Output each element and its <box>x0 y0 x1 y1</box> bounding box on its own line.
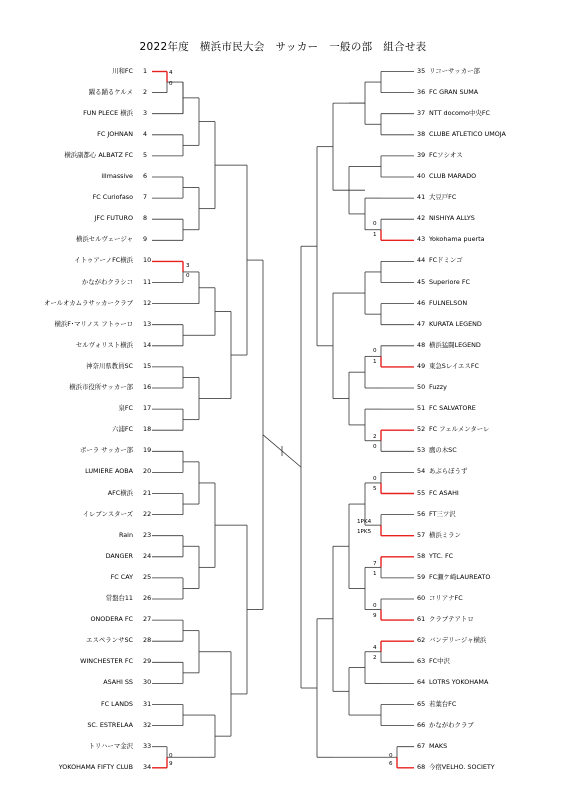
team-name-right: クラブテアトロ <box>429 615 474 624</box>
team-number-right: 38 <box>417 129 426 138</box>
match-score: 5 <box>373 486 377 492</box>
team-number-left: 3 <box>143 108 148 117</box>
team-number-right: 37 <box>417 108 426 117</box>
team-number-left: 32 <box>143 720 152 729</box>
team-name-left: 泉FC <box>118 404 133 413</box>
team-name-right: FC GRAN SUMA <box>429 87 479 96</box>
team-number-left: 22 <box>143 509 152 518</box>
team-number-right: 65 <box>417 699 426 708</box>
team-name-left: SC. ESTRELAA <box>87 720 133 729</box>
team-name-left: 神奈川県教員SC <box>86 361 133 370</box>
team-number-left: 2 <box>143 87 148 96</box>
team-number-left: 34 <box>143 762 152 771</box>
team-number-right: 68 <box>417 762 426 771</box>
team-name-right: コリアナFC <box>429 594 463 602</box>
team-name-left: かながわクラシコ <box>81 277 133 286</box>
team-name-left: FC CAY <box>110 572 133 581</box>
team-number-right: 44 <box>417 256 426 265</box>
team-name-right: FC瀬ケ崎LAUREATO <box>429 572 491 581</box>
match-score: 0 <box>373 221 377 227</box>
team-name-right: 大豆戸FC <box>429 193 457 202</box>
team-number-left: 14 <box>143 340 152 349</box>
match-score: 0 <box>373 348 377 354</box>
team-name-right: FC SALVATORE <box>429 404 476 413</box>
team-number-right: 58 <box>417 551 426 560</box>
team-name-right: FC中沢 <box>429 657 450 666</box>
team-name-left: ボーラ サッカー部 <box>79 446 133 455</box>
match-score: 0 <box>389 753 393 759</box>
team-name-right: Superiore FC <box>429 277 470 286</box>
team-name-right: NTT docomo中央FC <box>429 108 490 117</box>
match-score: 0 <box>169 81 173 87</box>
team-number-right: 64 <box>417 678 426 687</box>
match-score: 6 <box>389 761 393 767</box>
team-number-left: 29 <box>143 657 152 666</box>
team-name-left: LUMIERE AOBA <box>85 467 133 476</box>
team-number-right: 54 <box>417 467 426 476</box>
team-name-right: KURATA LEGEND <box>429 319 482 328</box>
team-number-right: 67 <box>417 741 426 750</box>
match-score: 0 <box>373 476 377 482</box>
team-name-right: MAKS <box>429 741 448 750</box>
team-name-left: WINCHESTER FC <box>80 657 133 666</box>
team-name-left: FC LANDS <box>100 699 133 708</box>
team-name-right: YTC. FC <box>429 551 454 560</box>
team-number-right: 51 <box>417 404 426 413</box>
team-number-left: 4 <box>143 129 148 138</box>
team-number-left: 19 <box>143 446 152 455</box>
team-number-right: 42 <box>417 214 426 223</box>
match-score: 0 <box>169 753 173 759</box>
team-name-right: FCソシオス <box>429 150 463 159</box>
team-number-left: 12 <box>143 298 152 307</box>
team-name-left: セルヴォリスト横浜 <box>75 340 133 349</box>
team-name-right: FT三ツ沢 <box>429 509 456 518</box>
team-number-right: 55 <box>417 488 426 497</box>
team-number-left: 1 <box>143 66 148 75</box>
team-number-right: 66 <box>417 720 426 729</box>
match-score: 2 <box>373 434 377 440</box>
team-name-right: CLUBE ATLETICO UMOJA <box>429 129 506 138</box>
team-number-left: 33 <box>143 741 152 750</box>
team-name-right: NISHIYA ALLYS <box>429 214 475 223</box>
team-name-left: FC Curiofaso <box>92 193 133 202</box>
team-name-right: 横浜猛闘LEGEND <box>429 340 481 349</box>
team-name-left: JFC FUTURO <box>94 214 133 223</box>
team-name-left: トリハーマ金沢 <box>88 741 133 750</box>
team-number-right: 41 <box>417 193 426 202</box>
team-name-right: 横浜ミラン <box>429 530 461 539</box>
team-number-right: 59 <box>417 572 426 581</box>
team-number-left: 11 <box>143 277 152 286</box>
team-number-left: 6 <box>143 172 148 180</box>
team-number-left: 20 <box>143 467 152 476</box>
team-name-left: ONODERA FC <box>90 615 133 624</box>
match-score: 0 <box>373 603 377 609</box>
match-score: 9 <box>169 761 173 767</box>
team-name-left: YOKOHAMA FIFTY CLUB <box>58 762 133 771</box>
team-number-left: 10 <box>143 256 152 265</box>
team-name-right: リコーサッカー部 <box>429 66 480 75</box>
team-number-left: 26 <box>143 594 152 602</box>
team-number-right: 56 <box>417 509 426 518</box>
team-name-left: DANGER <box>105 551 133 560</box>
team-name-right: 東急SレイエスFC <box>429 361 479 370</box>
match-score: 1PK5 <box>357 529 372 535</box>
team-name-right: バンデリージャ横浜 <box>429 636 487 645</box>
team-number-right: 36 <box>417 87 426 96</box>
team-name-left: ASAHI SS <box>103 678 133 687</box>
team-name-right: FCドミンゴ <box>429 256 463 265</box>
match-score: 0 <box>373 444 377 450</box>
team-number-left: 24 <box>143 551 152 560</box>
team-number-right: 60 <box>417 594 426 602</box>
team-number-right: 53 <box>417 446 426 455</box>
team-name-left: 六浦FC <box>112 425 133 434</box>
team-number-left: 21 <box>143 488 152 497</box>
team-name-left: 横浜市役所サッカー部 <box>69 383 133 391</box>
team-name-left: 常盤台11 <box>105 594 133 602</box>
team-number-right: 49 <box>417 361 426 370</box>
team-number-right: 39 <box>417 150 426 159</box>
team-number-left: 5 <box>143 150 148 159</box>
team-name-left: Rain <box>118 530 133 539</box>
team-name-left: 横浜副都心 ALBATZ FC <box>64 150 133 159</box>
team-number-left: 8 <box>143 214 148 223</box>
team-name-right: Yokohama puerta <box>429 235 485 244</box>
team-name-left: 川和FC <box>112 66 133 75</box>
match-score: 1PK4 <box>357 519 372 525</box>
team-name-left: オールオカムラサッカークラブ <box>43 298 133 307</box>
team-number-left: 28 <box>143 636 152 645</box>
team-number-right: 43 <box>417 235 426 244</box>
team-number-right: 62 <box>417 636 426 645</box>
match-score: 1 <box>373 232 377 238</box>
team-number-left: 13 <box>143 319 152 328</box>
team-name-left: イトゥアーノFC横浜 <box>74 256 133 265</box>
team-number-right: 46 <box>417 298 426 307</box>
team-name-left: エスペランサSC <box>86 636 133 645</box>
match-score: 9 <box>373 613 377 619</box>
page-title: 2022年度 横浜市民大会 サッカー 一般の部 組合せ表 <box>139 41 427 53</box>
team-number-right: 40 <box>417 172 426 180</box>
match-score: 4 <box>169 70 173 76</box>
team-name-left: 横浜F･マリノス フトゥーロ <box>54 319 133 328</box>
team-name-right: 若葉台FC <box>429 699 457 708</box>
team-name-left: illmassive <box>101 172 133 180</box>
team-number-right: 35 <box>417 66 426 75</box>
team-number-left: 31 <box>143 699 152 708</box>
team-number-left: 7 <box>143 193 148 202</box>
team-number-right: 45 <box>417 277 426 286</box>
match-score: 3 <box>186 263 190 269</box>
team-name-left: 躍る踊るケルメ <box>88 87 133 96</box>
team-number-left: 27 <box>143 615 152 624</box>
team-number-right: 50 <box>417 383 426 391</box>
team-number-right: 63 <box>417 657 426 666</box>
team-name-right: Fuzzy <box>429 383 447 391</box>
team-number-right: 47 <box>417 319 426 328</box>
team-name-right: あぶらぼうず <box>429 467 468 476</box>
match-score: 1 <box>373 359 377 365</box>
match-score: 1 <box>373 571 377 577</box>
team-number-left: 17 <box>143 404 152 413</box>
team-number-left: 18 <box>143 425 152 434</box>
team-name-left: 横浜セルヴェージャ <box>75 235 133 244</box>
team-number-left: 25 <box>143 572 152 581</box>
team-name-right: 今宿VELHO. SOCIETY <box>429 762 495 771</box>
team-number-left: 9 <box>143 235 148 244</box>
team-name-left: イレブンスターズ <box>82 509 133 518</box>
team-number-left: 16 <box>143 383 152 391</box>
team-number-right: 61 <box>417 615 426 624</box>
team-number-left: 23 <box>143 530 152 539</box>
team-name-right: FC フェルメンターレ <box>429 425 490 434</box>
team-name-right: かながわクラブ <box>429 720 474 729</box>
team-name-right: LOTRS YOKOHAMA <box>429 678 489 687</box>
match-score: 7 <box>373 561 377 567</box>
match-score: 2 <box>373 655 377 661</box>
team-name-right: FC ASAHI <box>429 488 459 497</box>
match-score: 4 <box>373 645 377 651</box>
team-number-left: 15 <box>143 361 152 370</box>
team-name-left: FC JOHNAN <box>97 129 133 138</box>
team-name-left: FUN PLECE 横浜 <box>83 108 133 117</box>
team-number-right: 57 <box>417 530 426 539</box>
team-name-right: CLUB MARADO <box>429 172 477 180</box>
team-name-right: 鷹の木SC <box>429 446 457 455</box>
team-number-left: 30 <box>143 678 152 687</box>
team-number-right: 52 <box>417 425 426 434</box>
team-name-left: AFC横浜 <box>107 488 133 497</box>
match-score: 0 <box>186 273 190 279</box>
team-number-right: 48 <box>417 340 426 349</box>
team-name-right: FULNELSON <box>429 298 468 307</box>
